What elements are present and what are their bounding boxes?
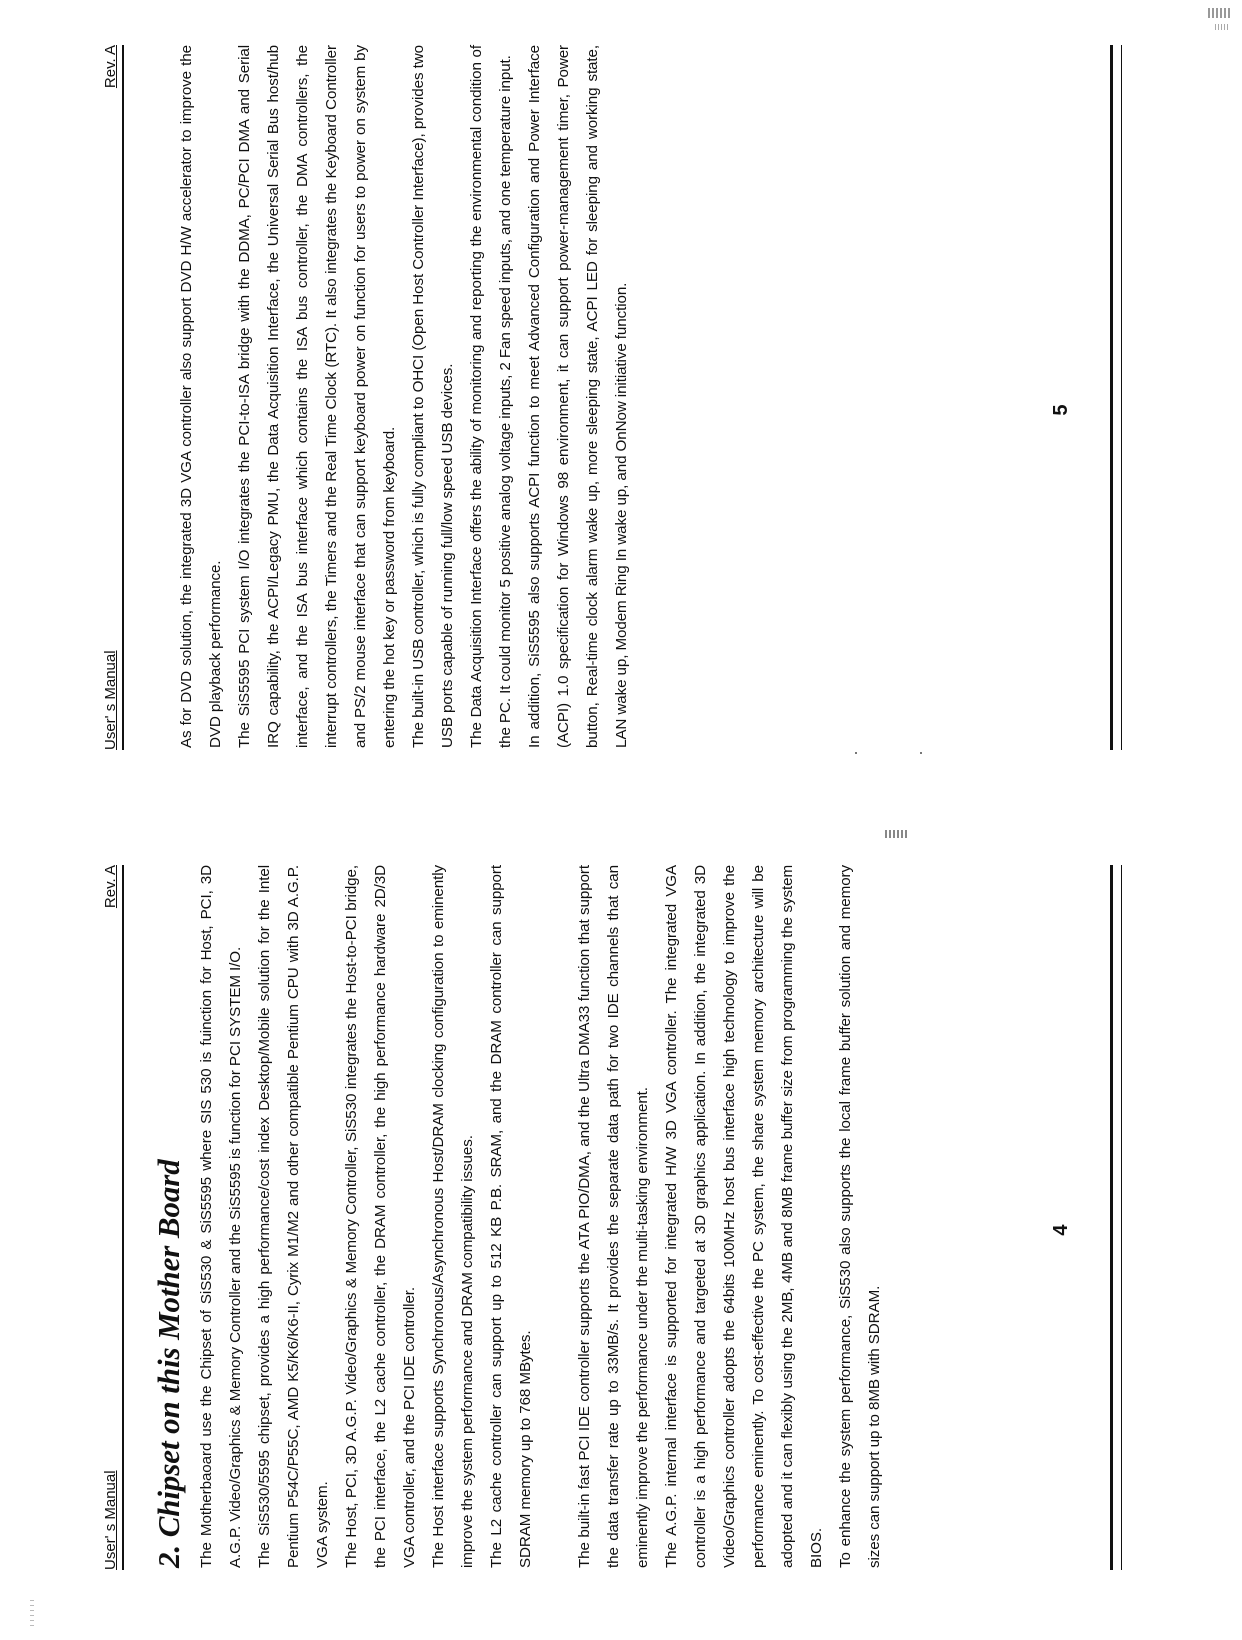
footer-rule	[1110, 45, 1122, 750]
footer-rule	[1110, 865, 1122, 1570]
header-revision: Rev. A	[102, 865, 119, 909]
body-paragraph: The L2 cache controller can support up to 512 KB P.B. SRAM, and the DRAM controller can support SDRAM memory up to 768 MBytes.	[488, 865, 534, 1568]
body-paragraph: As for DVD solution, the integrated 3D VGA controller also support DVD H/W accelerator to improve the DVD playback performance.	[178, 45, 224, 748]
page-header	[86, 865, 124, 1570]
body-paragraph: To enhance the system performance, SiS530 also supports the local frame buffer solution and memory sizes can support up to 8MB with SDRAM.	[837, 865, 883, 1568]
scan-speck	[1215, 24, 1229, 30]
page-header	[86, 45, 124, 750]
scan-speck	[885, 830, 907, 838]
page-body	[172, 45, 636, 748]
header-manual-label: User' s Manual	[102, 1470, 119, 1570]
body-paragraph: The Data Acquisition Interface offers the ability of monitoring and reporting the environmental condition of the PC. It could monitor 5 positive analog voltage inputs, 2 Fan speed inputs, and one temperature input.	[468, 45, 514, 748]
body-paragraph: The SiS5595 PCI system I/O integrates the PCI-to-ISA bridge with the DDMA, PC/PCI DMA and Serial IRQ capability, the ACPI/Legacy PMU, the Data Acquisition Interface, the Universal Serial Bus host/hub interface, and the ISA bus interface which contains the ISA bus controller, the DMA controllers, the interrupt controllers, the Timers and the Real Time Clock (RTC). It also integrates the Keyboard Controller and PS/2 mouse interface that can support keyboard power on function for users to power on system by entering the hot key or password from keyboard.	[236, 45, 398, 748]
body-paragraph: The built-in USB controller, which is fully compliant to OHCI (Open Host Controller Interface), provides two USB ports capable of running full/low speed USB devices.	[410, 45, 456, 748]
scan-speck	[1208, 8, 1230, 18]
header-manual-label: User' s Manual	[102, 650, 119, 750]
body-paragraph: In addition, SiS5595 also supports ACPI function to meet Advanced Configuration and Power Interface (ACPI) 1.0 specification for Windows 98 environment, it can support power-management timer, Power button, Real-time clock alarm wake up, more sleeping state, ACPI LED for sleeping and working state, LAN wake up, Modem Ring In wake up, and OnNow initiative function.	[526, 45, 630, 748]
chapter-title: 2. Chipset on this Mother Board	[151, 1159, 186, 1568]
body-paragraph: The built-in fast PCI IDE controller supports the ATA PIO/DMA, and the Ultra DMA33 function that support the data transfer rate up to 33MB/s. It provides the separate data path for two IDE channels that can eminently improve the performance under the multi-tasking environment.	[576, 865, 651, 1568]
body-paragraph: The Motherbaoard use the Chipset of SiS530 & SiS5595 where SIS 530 is fuinction for Host, PCI, 3D A.G.P. Video/Graphics & Memory Controller and the SiS5595 is function for PCI SYSTEM I/O.	[198, 865, 244, 1568]
header-revision: Rev. A	[102, 45, 119, 89]
manual-page-4	[0, 820, 1242, 1640]
body-paragraph: The Host interface supports Synchronous/Asynchronous Host/DRAM clocking configuration to eminently improve the system performance and DRAM compatibility issues.	[430, 865, 476, 1568]
page-number: 5	[1050, 404, 1072, 416]
scan-speck	[30, 1600, 34, 1630]
body-paragraph: The Host, PCI, 3D A.G.P. Video/Graphics & Memory Controller, SiS530 integrates the Host-to-PCI bridge, the PCI interface, the L2 cache controller, the DRAM controller, the high performance hardware 2D/3D VGA controller, and the PCI IDE controller.	[343, 865, 418, 1568]
page-body	[140, 865, 889, 1568]
scan-speck	[920, 752, 922, 754]
scan-speck	[855, 752, 857, 754]
body-paragraph: The SiS530/5595 chipset, provides a high performance/cost index Desktop/Mobile solution for the Intel Pentium P54C/P55C, AMD K5/K6/K6-II, Cyrix M1/M2 and other compatible Pentium CPU with 3D A.G.P. VGA system.	[256, 865, 331, 1568]
paragraph-gap	[540, 865, 570, 1568]
page-number: 4	[1050, 1224, 1072, 1236]
body-paragraph: The A.G.P. internal interface is supported for integrated H/W 3D VGA controller. The integrated VGA controller is a high performance and targeted at 3D graphics application. In addition, the integrated 3D Video/Graphics controller adopts the 64bits 100MHz host bus interface high technology to improve the performance eminently. To cost-effective the PC system, the share system memory architecture will be adopted and it can flexibly using the 2MB, 4MB and 8MB frame buffer size from programming the system BIOS.	[663, 865, 825, 1568]
